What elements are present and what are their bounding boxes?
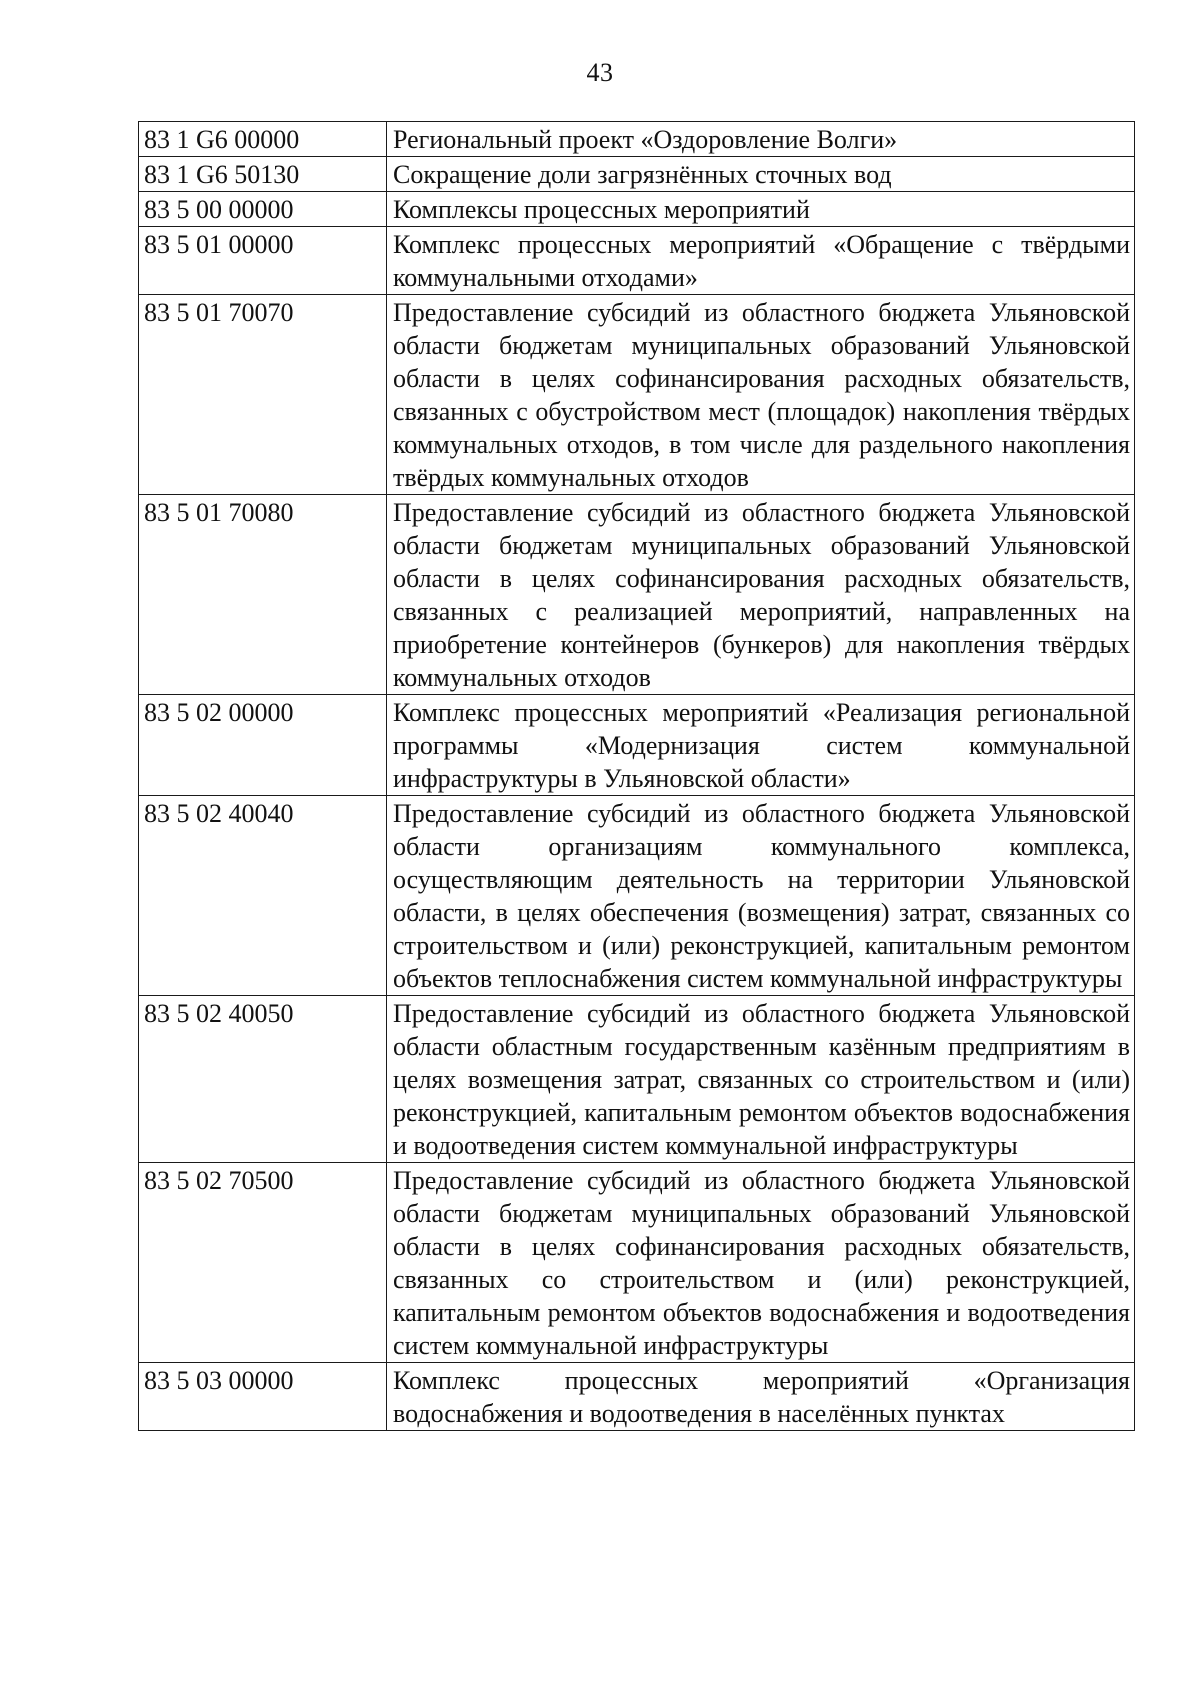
table-row [139, 996, 1135, 1163]
row-description: Региональный проект «Оздоровление Волги» [387, 122, 1135, 157]
row-code: 83 1 G6 00000 [139, 122, 387, 157]
row-code: 83 5 02 70500 [139, 1163, 387, 1363]
table-row [139, 695, 1135, 796]
table-row [139, 122, 1135, 157]
row-code: 83 5 01 70080 [139, 495, 387, 695]
row-description: Предоставление субсидий из областного бюджета Ульяновской области областным государственным казённым предприятиям в целях возмещения затрат, связанных со строительством и (или) реконструкцией, капитальным ремонтом объектов водоснабжения и водоотведения систем коммунальной инфраструктуры [387, 996, 1135, 1163]
row-description: Предоставление субсидий из областного бюджета Ульяновской области организациям коммунального комплекса, осуществляющим деятельность на территории Ульяновской области, в целях обеспечения (возмещения) затрат, связанных со строительством и (или) реконструкцией, капитальным ремонтом объектов теплоснабжения систем коммунальной инфраструктуры [387, 796, 1135, 996]
budget-classification-table [138, 121, 1135, 1431]
table-row [139, 495, 1135, 695]
table-row [139, 1163, 1135, 1363]
row-code: 83 5 01 70070 [139, 295, 387, 495]
row-code: 83 5 00 00000 [139, 192, 387, 227]
row-description: Комплекс процессных мероприятий «Обращение с твёрдыми коммунальными отходами» [387, 227, 1135, 295]
table-row [139, 192, 1135, 227]
table-row [139, 227, 1135, 295]
row-description: Комплексы процессных мероприятий [387, 192, 1135, 227]
row-code: 83 5 02 00000 [139, 695, 387, 796]
row-code: 83 1 G6 50130 [139, 157, 387, 192]
row-code: 83 5 01 00000 [139, 227, 387, 295]
table-row [139, 157, 1135, 192]
row-code: 83 5 03 00000 [139, 1363, 387, 1431]
table-row [139, 796, 1135, 996]
row-code: 83 5 02 40040 [139, 796, 387, 996]
row-description: Комплекс процессных мероприятий «Организация водоснабжения и водоотведения в населённых пунктах [387, 1363, 1135, 1431]
row-description: Предоставление субсидий из областного бюджета Ульяновской области бюджетам муниципальных образований Ульяновской области в целях софинансирования расходных обязательств, связанных с обустройством мест (площадок) накопления твёрдых коммунальных отходов, в том числе для раздельного накопления твёрдых коммунальных отходов [387, 295, 1135, 495]
row-description: Предоставление субсидий из областного бюджета Ульяновской области бюджетам муниципальных образований Ульяновской области в целях софинансирования расходных обязательств, связанных со строительством и (или) реконструкцией, капитальным ремонтом объектов водоснабжения и водоотведения систем коммунальной инфраструктуры [387, 1163, 1135, 1363]
row-description: Предоставление субсидий из областного бюджета Ульяновской области бюджетам муниципальных образований Ульяновской области в целях софинансирования расходных обязательств, связанных с реализацией мероприятий, направленных на приобретение контейнеров (бункеров) для накопления твёрдых коммунальных отходов [387, 495, 1135, 695]
table-row [139, 295, 1135, 495]
page-number: 43 [586, 58, 614, 87]
row-code: 83 5 02 40050 [139, 996, 387, 1163]
row-description: Сокращение доли загрязнённых сточных вод [387, 157, 1135, 192]
table-row [139, 1363, 1135, 1431]
row-description: Комплекс процессных мероприятий «Реализация региональной программы «Модернизация систем коммунальной инфраструктуры в Ульяновской области» [387, 695, 1135, 796]
